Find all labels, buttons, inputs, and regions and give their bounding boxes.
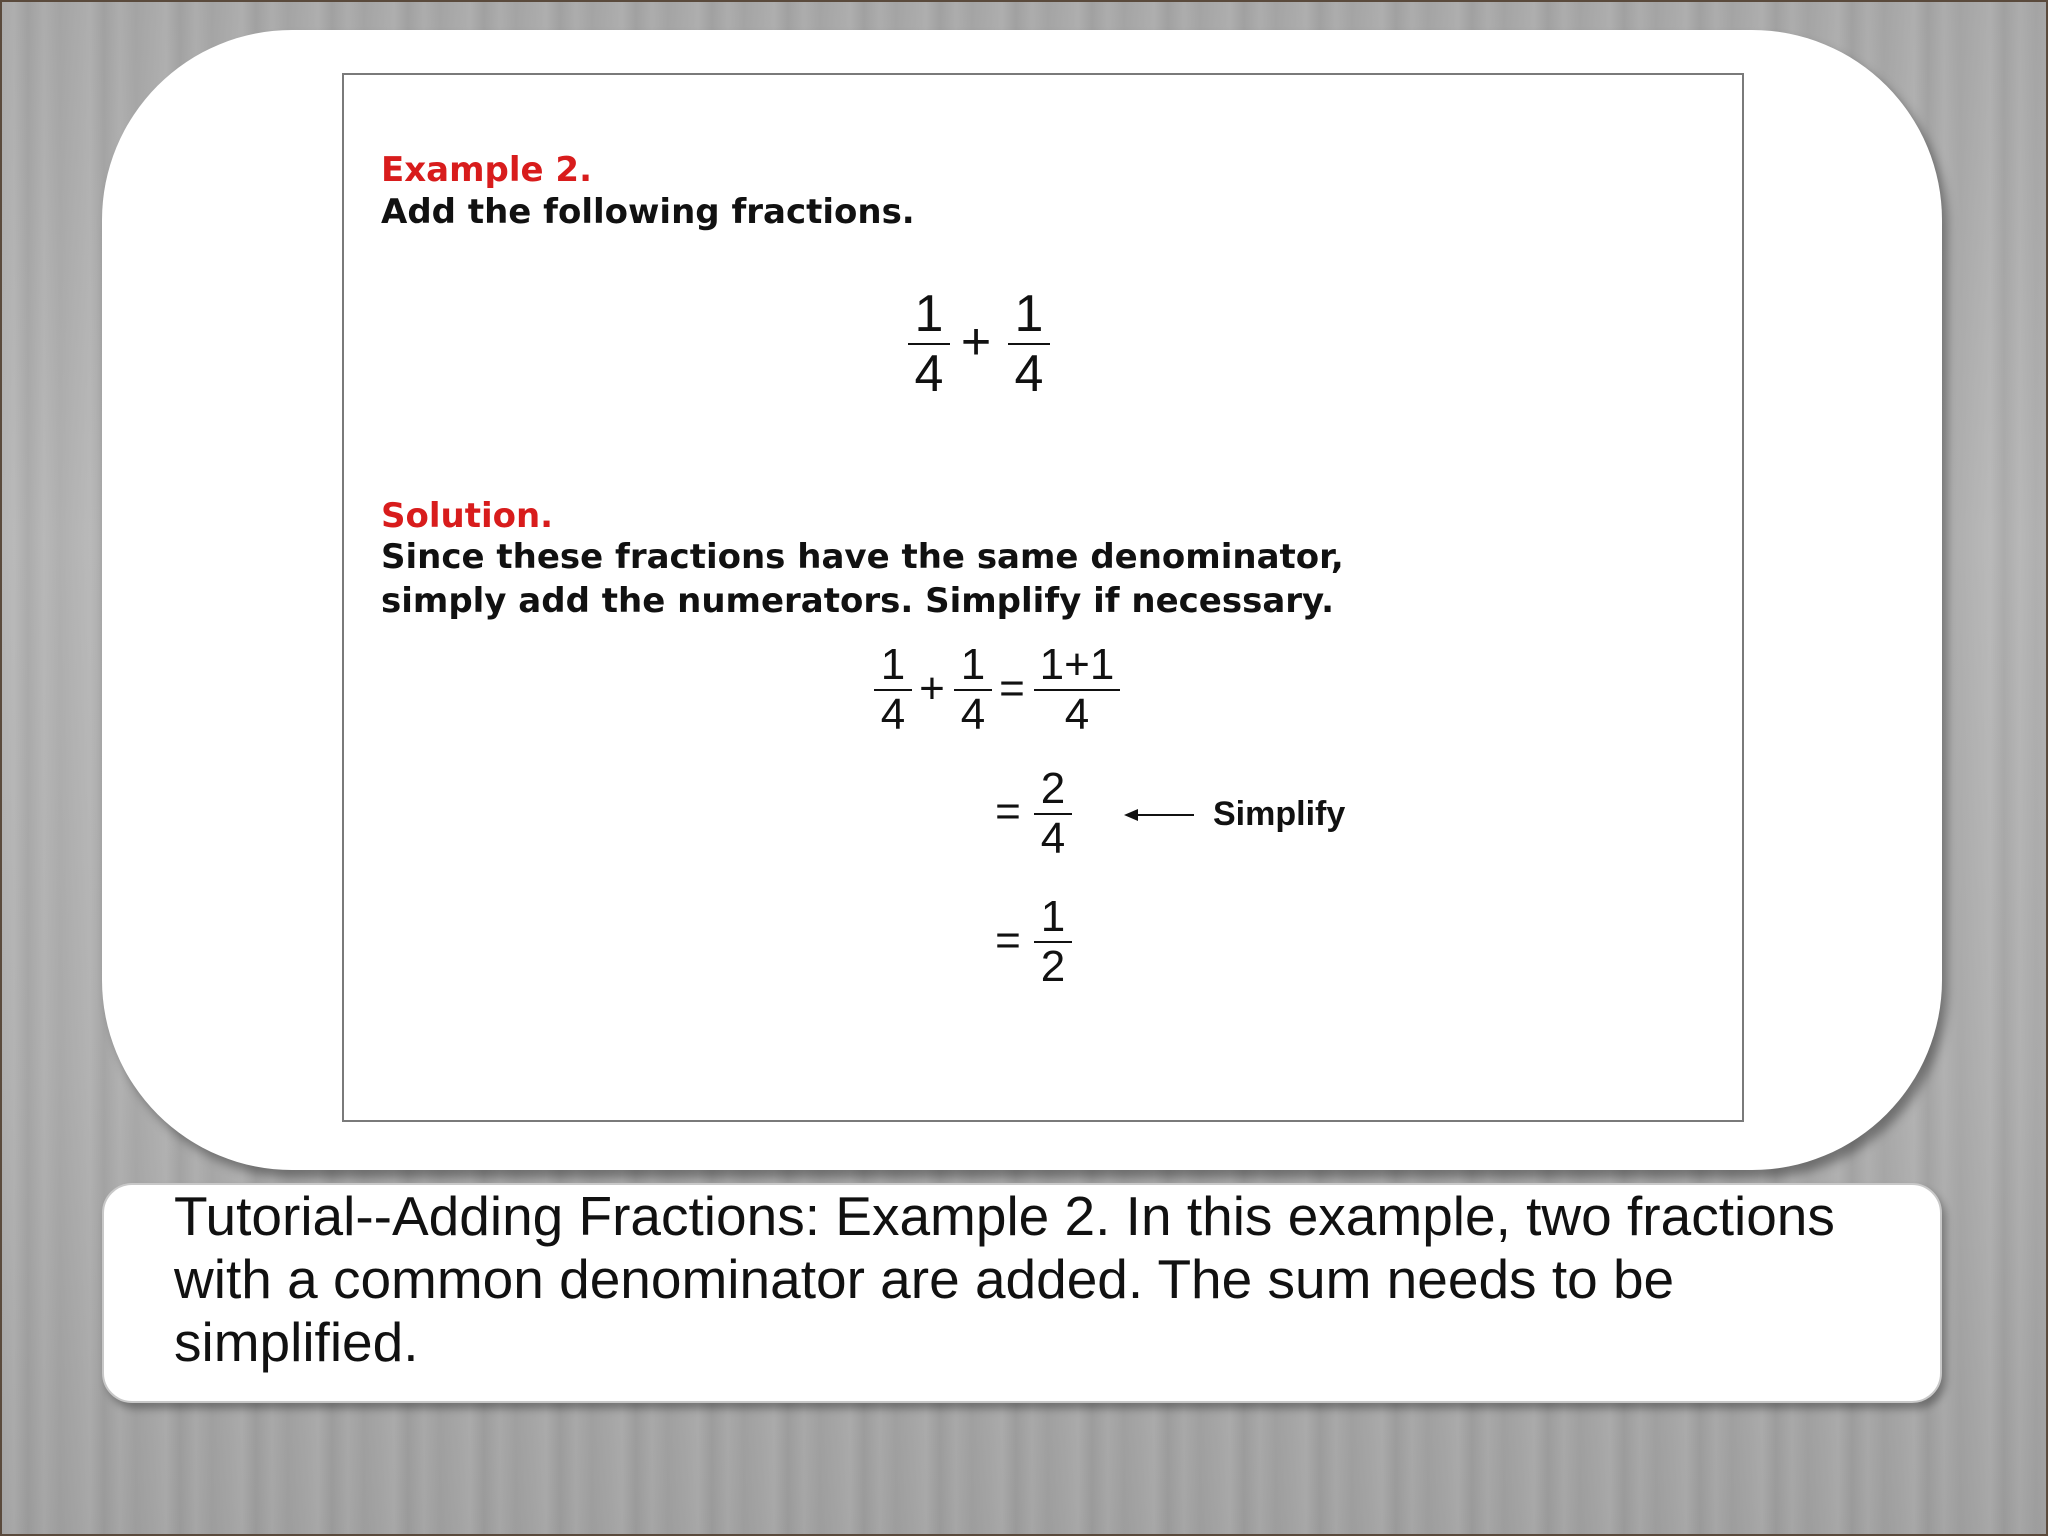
equals-operator: = (995, 916, 1021, 965)
solution-line-1: Since these fractions have the same denominator, (381, 537, 1344, 577)
denominator: 4 (1064, 690, 1090, 739)
caption-box (102, 1183, 1942, 1403)
denominator: 4 (1014, 345, 1044, 403)
step3-result (1034, 893, 1072, 991)
example-heading: Example 2. (381, 150, 592, 190)
solution-line-2: simply add the numerators. Simplify if necessary. (381, 581, 1335, 621)
denominator: 4 (880, 690, 906, 739)
numerator: 1 (880, 640, 906, 689)
numerator: 1 (914, 285, 944, 343)
numerator: 1+1 (1039, 640, 1115, 689)
equals-operator: = (995, 787, 1021, 836)
plus-operator: + (919, 664, 945, 713)
simplify-note: Simplify (1213, 795, 1346, 833)
denominator: 4 (914, 345, 944, 403)
solution-heading: Solution. (381, 496, 554, 536)
denominator: 4 (1040, 814, 1066, 863)
plus-operator: + (960, 313, 992, 371)
instruction-text: Add the following fractions. (381, 192, 915, 232)
solution-step-3 (344, 75, 1742, 1120)
example-content (342, 73, 1744, 1122)
equals-operator: = (999, 664, 1025, 713)
numerator: 1 (960, 640, 986, 689)
numerator: 1 (1040, 892, 1066, 941)
denominator: 4 (960, 690, 986, 739)
numerator: 2 (1040, 764, 1066, 813)
numerator: 1 (1014, 285, 1044, 343)
caption-text: Tutorial--Adding Fractions: Example 2. In this example, two fractions with a common denominator are added. The sum needs to be simplified. (174, 1185, 1835, 1373)
denominator: 2 (1040, 942, 1066, 991)
